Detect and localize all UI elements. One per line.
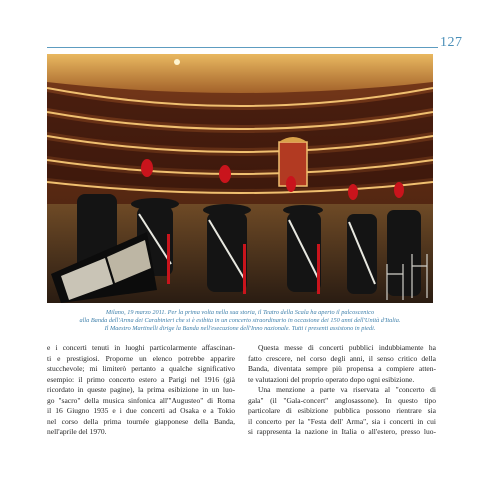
text-line: go "sacro" della musica sinfonica all'"Augusteo" di Roma: [47, 395, 235, 405]
text-line: te valutazioni del proprio operato dopo ogni esibizione.: [248, 374, 415, 384]
text-line: particolare di esibizione pubblica possono rientrare sia: [248, 406, 436, 416]
text-line: il 16 Giugno 1935 e i due concerti ad Osaka e a Tokio: [47, 406, 235, 416]
text-line: fatto crescere, nel corso degli anni, il senso critico della: [248, 353, 436, 363]
text-line: ti e prestigiosi. Proporne un elenco potrebbe apparire: [47, 353, 235, 363]
photo-caption: [47, 309, 433, 334]
text-line: ricordato in queste pagine), la prima esibizione in un luo-: [47, 385, 235, 395]
text-line: il concerto per la "Festa dell' Arma", sia i concerti in cui: [248, 416, 436, 426]
header-rule: [47, 47, 438, 48]
body-column-left: [47, 343, 235, 438]
text-line: nell'aprile del 1970.: [47, 427, 107, 437]
caption-line: Milano, 19 marzo 2011. Per la prima volta nella sua storia, il Teatro della Scala ha aperto il palcoscenico: [105, 309, 375, 316]
photo-illustration: [47, 54, 433, 303]
text-line: esempio: il primo concerto estero a Parigi nel 1916 (già: [47, 374, 235, 384]
photo-teatro-alla-scala: [47, 54, 433, 303]
text-line: gala" (il "Gala-concert" anglosassone). In questo tipo: [248, 395, 436, 405]
text-line: Questa messe di concerti pubblici indubbiamente ha: [258, 343, 436, 352]
text-line: si rappresenta la nazione in Italia o all'estero, presso luo-: [248, 427, 436, 437]
text-line: Una menzione a parte va riservata al "concerto di: [258, 385, 436, 395]
text-line: Banda, diventata sempre più propensa a compiere atten-: [248, 364, 436, 374]
text-line: nel corso della prima tournée giapponese della Banda,: [47, 416, 235, 426]
caption-line: alla Banda dell'Arma dei Carabinieri che si è esibita in un concerto straordinario in occasione dei 150 anni dell'Unità d'Italia.: [79, 317, 401, 325]
text-line: e i concerti tenuti in luoghi particolarmente affascinan-: [47, 343, 235, 352]
caption-line: Il Maestro Martinelli dirige la Banda nell'esecuzione dell'Inno nazionale. Tutti i presenti assistono in piedi.: [104, 325, 376, 333]
body-column-right: [248, 343, 436, 438]
page-number: 127: [440, 35, 463, 50]
text-line: stucchevole; mi limiterò pertanto a qualche significativo: [47, 364, 235, 374]
